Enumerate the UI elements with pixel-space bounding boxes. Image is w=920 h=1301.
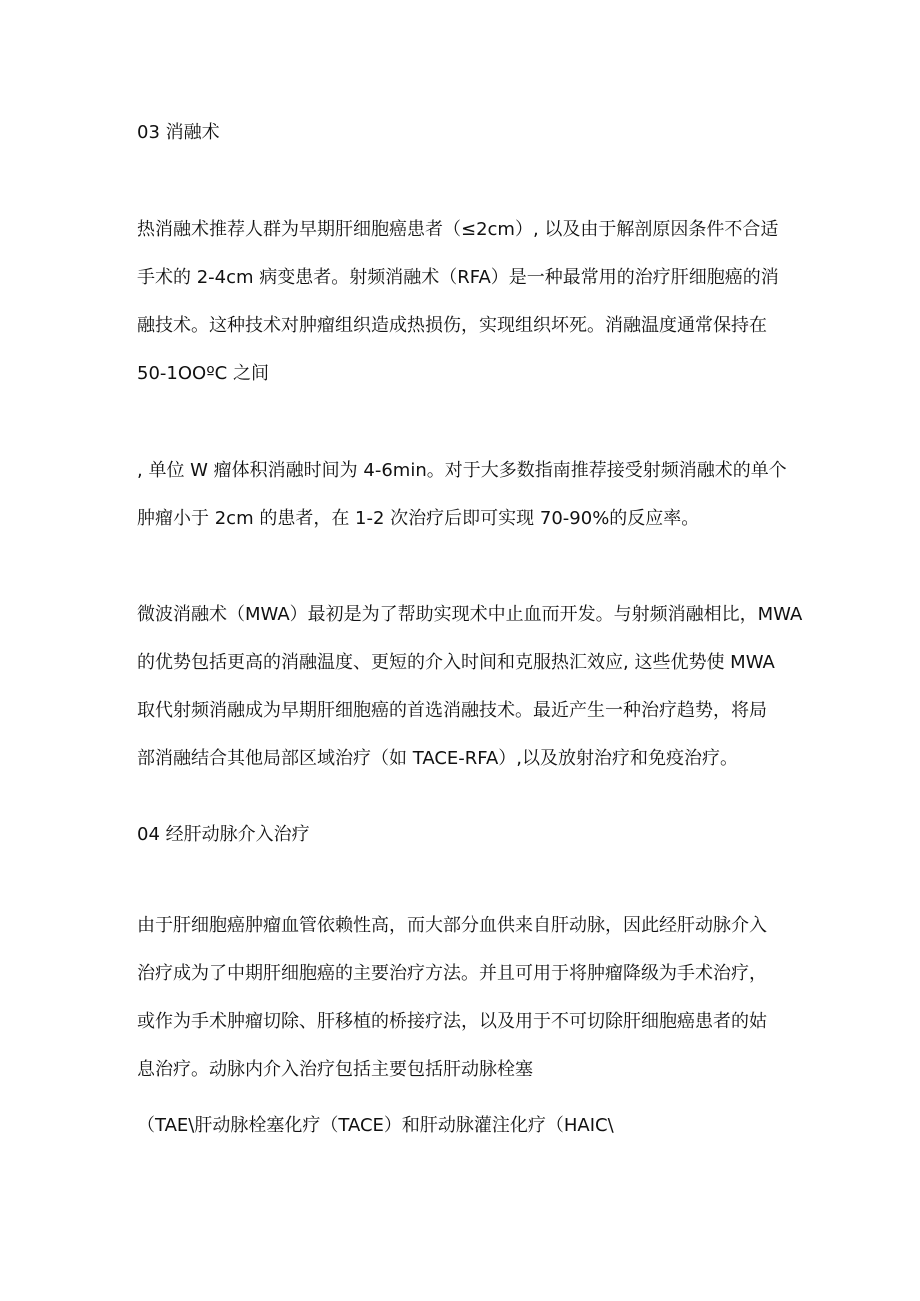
text-line: , 单位 W 瘤体积消融时间为 4-6min。对于大多数指南推荐接受射频消融术的单个 xyxy=(137,460,787,481)
text-line: 微波消融术（MWA）最初是为了帮助实现术中止血而开发。与射频消融相比，MWA xyxy=(137,604,803,625)
text-line: 部消融结合其他局部区域治疗（如 TACE-RFA）,以及放射治疗和免疫治疗。 xyxy=(137,748,738,769)
text-line: （TAE\肝动脉栓塞化疗（TACE）和肝动脉灌注化疗（HAIC\ xyxy=(137,1115,614,1136)
section-heading-04: 04 经肝动脉介入治疗 xyxy=(137,824,310,845)
text-line: 肿瘤小于 2cm 的患者，在 1-2 次治疗后即可实现 70-90%的反应率。 xyxy=(137,508,700,529)
text-line: 的优势包括更高的消融温度、更短的介入时间和克服热汇效应, 这些优势使 MWA xyxy=(137,652,775,673)
text-line: 或作为手术肿瘤切除、肝移植的桥接疗法，以及用于不可切除肝细胞癌患者的姑 xyxy=(137,1011,767,1032)
text-line: 热消融术推荐人群为早期肝细胞癌患者（≤2cm）, 以及由于解剖原因条件不合适 xyxy=(137,219,779,240)
text-line: 50-1OOºC 之间 xyxy=(137,363,269,384)
text-line: 融技术。这种技术对肿瘤组织造成热损伤，实现组织坏死。消融温度通常保持在 xyxy=(137,315,767,336)
text-line: 手术的 2-4cm 病变患者。射频消融术（RFA）是一种最常用的治疗肝细胞癌的消 xyxy=(137,267,779,288)
section-heading-03: 03 消融术 xyxy=(137,122,220,143)
text-line: 息治疗。动脉内介入治疗包括主要包括肝动脉栓塞 xyxy=(137,1059,533,1080)
text-line: 由于肝细胞癌肿瘤血管依赖性高，而大部分血供来自肝动脉，因此经肝动脉介入 xyxy=(137,915,767,936)
text-line: 治疗成为了中期肝细胞癌的主要治疗方法。并且可用于将肿瘤降级为手术治疗， xyxy=(137,963,767,984)
text-line: 取代射频消融成为早期肝细胞癌的首选消融技术。最近产生一种治疗趋势，将局 xyxy=(137,700,767,721)
